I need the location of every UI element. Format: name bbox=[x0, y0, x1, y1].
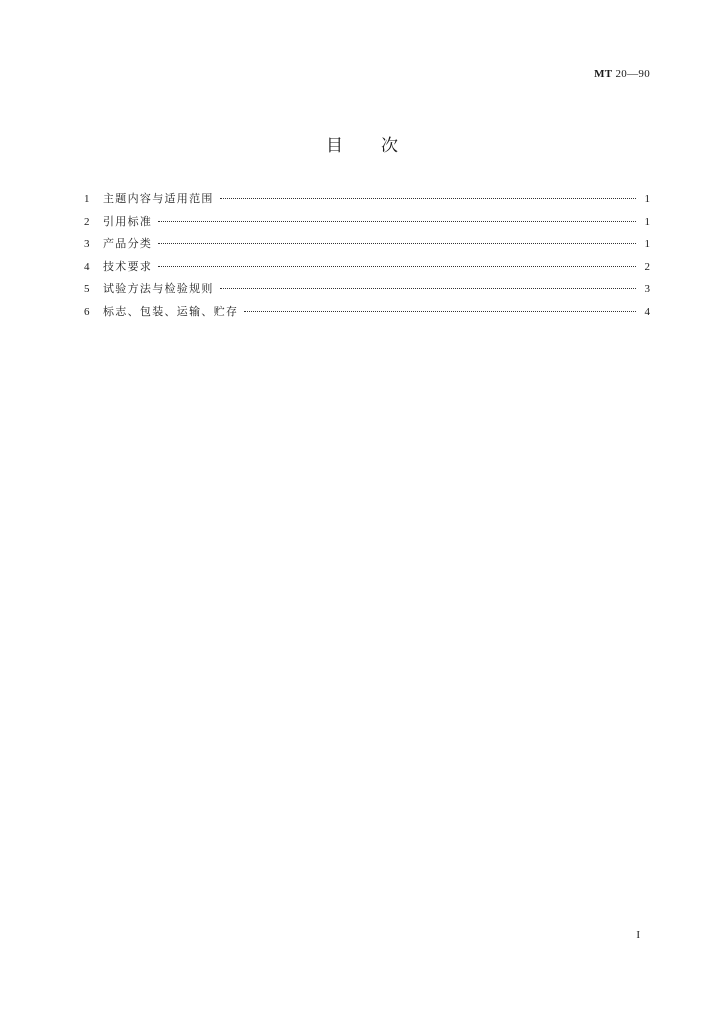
toc-leader-dots bbox=[244, 311, 636, 312]
page-title bbox=[0, 131, 724, 156]
toc-leader-dots bbox=[158, 221, 636, 222]
toc-entry-label: 产品分类 bbox=[103, 237, 153, 250]
toc-leader-dots bbox=[158, 266, 636, 267]
toc-entry-label: 标志、包装、运输、贮存 bbox=[103, 304, 239, 318]
toc-entry-page: 1 bbox=[644, 238, 650, 250]
toc-entry-3[interactable] bbox=[84, 236, 650, 259]
toc-leader-dots bbox=[220, 198, 636, 199]
page-title-char-2: 次 bbox=[381, 136, 398, 156]
toc-entry-4[interactable] bbox=[84, 259, 650, 282]
page-title-char-1: 目 bbox=[326, 136, 343, 156]
toc-entry-label: 技术要求 bbox=[103, 259, 153, 273]
toc-entry-page: 1 bbox=[644, 193, 650, 205]
document-code bbox=[594, 68, 650, 80]
toc-entry-number: 1 bbox=[84, 193, 90, 205]
toc-entry-2[interactable] bbox=[84, 214, 650, 237]
toc-entry-1[interactable] bbox=[84, 191, 650, 214]
toc-entry-page: 2 bbox=[644, 260, 650, 273]
toc-entry-5[interactable] bbox=[84, 281, 650, 304]
toc-entry-6[interactable] bbox=[84, 304, 650, 327]
toc-entry-number: 5 bbox=[84, 283, 90, 295]
toc-entry-number: 6 bbox=[84, 305, 90, 318]
toc-entry-page: 3 bbox=[644, 283, 650, 295]
toc-entry-label: 引用标准 bbox=[103, 214, 153, 228]
document-code-prefix: MT bbox=[594, 68, 613, 80]
toc-entry-number: 3 bbox=[84, 238, 90, 250]
document-code-number: 20—90 bbox=[615, 68, 650, 80]
page-number: I bbox=[636, 929, 640, 941]
table-of-contents bbox=[84, 191, 650, 326]
toc-entry-number: 4 bbox=[84, 260, 90, 273]
toc-entry-label: 主题内容与适用范围 bbox=[103, 192, 214, 205]
toc-leader-dots bbox=[158, 243, 636, 244]
toc-leader-dots bbox=[220, 288, 636, 289]
toc-entry-label: 试验方法与检验规则 bbox=[103, 282, 214, 295]
toc-entry-page: 4 bbox=[644, 305, 650, 318]
toc-entry-page: 1 bbox=[644, 215, 650, 228]
toc-entry-number: 2 bbox=[84, 215, 90, 228]
